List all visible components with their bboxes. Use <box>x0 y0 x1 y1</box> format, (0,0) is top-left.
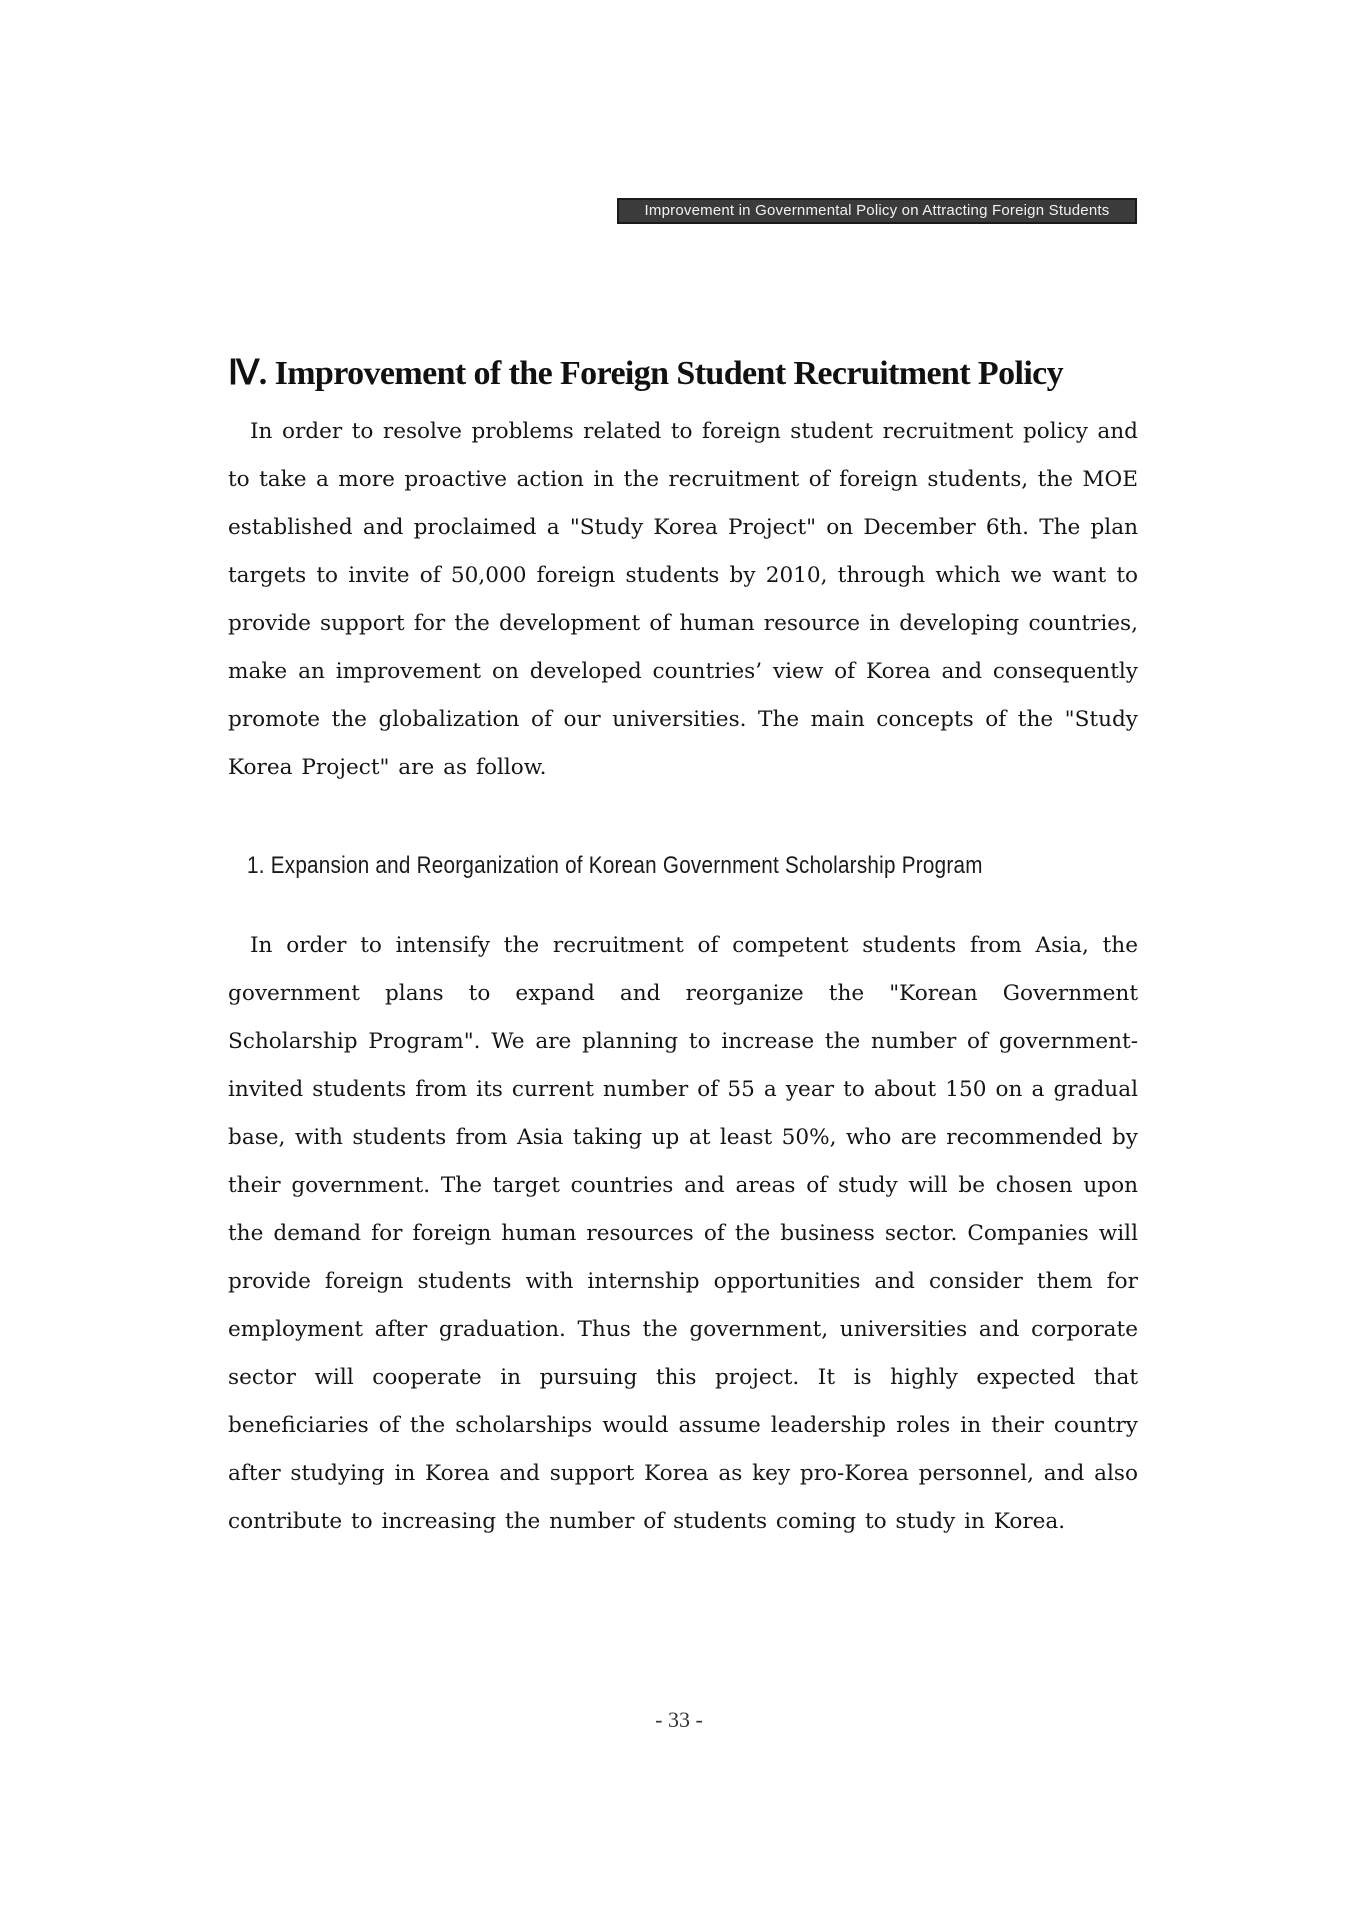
page-number: - 33 - <box>655 1707 703 1732</box>
subsection-paragraph: In order to intensify the recruitment of competent students from Asia, the government plans to expand and reorganize the "Korean Government Scholarship Program". We are planning to increase the number of government-invited students from its current number of 55 a year to about 150 on a gradual base, with students from Asia taking up at least 50%, who are recommended by their government. The target countries and areas of study will be chosen upon the demand for foreign human resources of the business sector. Companies will provide foreign students with internship opportunities and consider them for employment after graduation. Thus the government, universities and corporate sector will cooperate in pursuing this project. It is highly expected that beneficiaries of the scholarships would assume leadership roles in their country after studying in Korea and support Korea as key pro-Korea personnel, and also contribute to increasing the number of students coming to study in Korea. <box>228 933 1138 1534</box>
subsection-heading: 1. Expansion and Reorganization of Korean Government Scholarship Program <box>247 852 983 879</box>
section-title: Ⅳ. Improvement of the Foreign Student Recruitment Policy <box>228 355 1064 392</box>
running-header-title: Improvement in Governmental Policy on Attracting Foreign Students <box>644 202 1110 219</box>
intro-paragraph: In order to resolve problems related to foreign student recruitment policy and to take a more proactive action in the recruitment of foreign students, the MOE established and proclaimed a "Study Korea Project" on December 6th. The plan targets to invite of 50,000 foreign students by 2010, through which we want to provide support for the development of human resource in developing countries, make an improvement on developed countries’ view of Korea and consequently promote the globalization of our universities. The main concepts of the "Study Korea Project" are as follow. <box>228 419 1138 780</box>
running-header <box>617 198 1137 224</box>
